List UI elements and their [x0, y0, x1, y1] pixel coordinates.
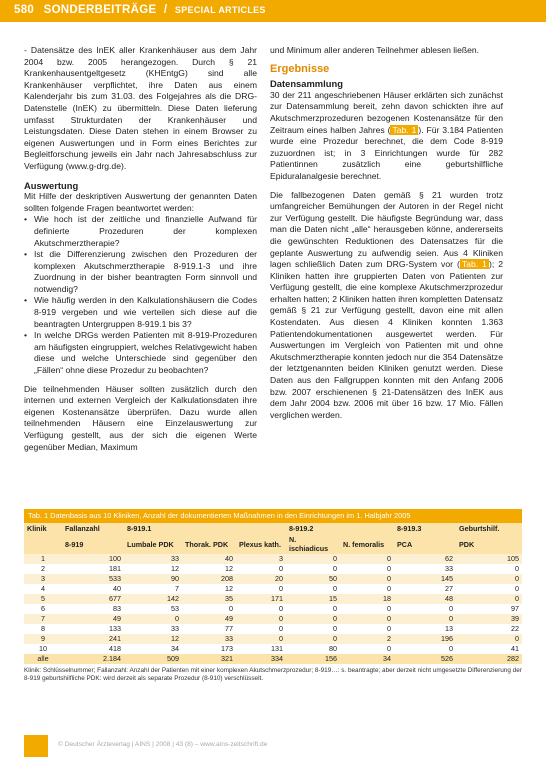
table-cell: 131: [236, 644, 286, 654]
text-span: Die fallbezogenen Daten gemäß § 21 wurden trotz umfangreicher Bemühungen der Autoren in der Regel nicht zur Verfügung gestellt. Die häufigste Begründung war, dass man die Daten nicht „alle“ herausgeben könne, andererseits die gewünschten Reduktionen des Datensatzes für die geplante Auswertung zu aufwendig seien. Aus 4 Kliniken lagen schließlich Daten zum DRG-System vor (: [270, 189, 503, 270]
table-cell: 418: [62, 644, 124, 654]
table-row: [24, 574, 522, 584]
table-cell: 80: [286, 644, 340, 654]
table-cell: 0: [236, 604, 286, 614]
table-cell: 0: [394, 614, 456, 624]
table-cell: 15: [286, 594, 340, 604]
table-cell: 0: [286, 624, 340, 634]
table-cell: 133: [62, 624, 124, 634]
right-column: [270, 45, 503, 428]
table-cell: 100: [62, 554, 124, 564]
column-header: 8-919.2: [286, 523, 340, 534]
table-cell: 0: [340, 574, 394, 584]
table-cell: 90: [124, 574, 182, 584]
column-header: [182, 523, 236, 534]
table-row: [24, 564, 522, 574]
table-cell: 83: [62, 604, 124, 614]
column-header: Klinik: [24, 523, 62, 534]
table-cell: 142: [124, 594, 182, 604]
table-cell: 27: [394, 584, 456, 594]
table-cell: 0: [286, 634, 340, 644]
table-cell: 77: [182, 624, 236, 634]
column-subheader: PCA: [394, 534, 456, 554]
table-cell: 8: [24, 624, 62, 634]
column-header: Geburtshilf.: [456, 523, 522, 534]
heading-datensammlung: Datensammlung: [270, 78, 343, 90]
table-cell: 0: [340, 624, 394, 634]
table-cell: 6: [24, 604, 62, 614]
table-cell: 173: [182, 644, 236, 654]
table-row: [24, 644, 522, 654]
heading-auswertung: Auswertung: [24, 179, 79, 191]
heading-ergebnisse: Ergebnisse: [270, 62, 330, 75]
table-cell: 0: [456, 584, 522, 594]
header-bar: [0, 0, 546, 22]
left-column: [24, 45, 257, 460]
section-title: SONDERBEITRÄGE: [43, 4, 157, 16]
question-item: • Wie hoch ist der zeitliche und finanzielle Aufwand für definierte Prozeduren der komplexen Akutschmerztherapie?: [24, 214, 257, 249]
table-cell: 2: [340, 634, 394, 644]
table-cell: 33: [394, 564, 456, 574]
table-subheader-row: [24, 534, 522, 554]
table-reference-link[interactable]: Tab. 1: [461, 259, 487, 270]
table-cell: 334: [236, 654, 286, 664]
table-row: [24, 604, 522, 614]
table-row: [24, 594, 522, 604]
table-cell: 321: [182, 654, 236, 664]
table-cell: 0: [286, 614, 340, 624]
table-cell: 0: [286, 604, 340, 614]
table-cell: 0: [124, 614, 182, 624]
text-span: 30 der 211 angeschriebenen Häuser erklärten sich zunächst zur Datensammlung bereit, zehn davon schickten ihre auf Akutschmerzprozeduren bezogenen Kostenansätze für den Zeitraum eines halben Jahres (: [270, 89, 503, 135]
column-subheader: PDK: [456, 534, 522, 554]
table-cell: 12: [182, 564, 236, 574]
table-cell: 48: [394, 594, 456, 604]
table-cell: 1: [24, 554, 62, 564]
table-cell: alle: [24, 654, 62, 664]
page-number: 580: [14, 4, 35, 16]
table-row: [24, 634, 522, 644]
table-cell: 533: [62, 574, 124, 584]
table-cell: 3: [236, 554, 286, 564]
table-cell: 40: [62, 584, 124, 594]
column-header: 8-919.3: [394, 523, 456, 534]
results-paragraph-2: [270, 190, 503, 422]
table-cell: 62: [394, 554, 456, 564]
table-cell: 0: [340, 614, 394, 624]
column-subheader: Thorak. PDK: [182, 534, 236, 554]
table-cell: 39: [456, 614, 522, 624]
title-separator: /: [163, 4, 168, 16]
column-header: 8-919.1: [124, 523, 182, 534]
table-cell: 2: [24, 564, 62, 574]
intro-paragraph: - Datensätze des InEK aller Krankenhäuser aus dem Jahr 2004 bzw. 2005 herangezogen. Durch § 21 Krankenhausentgeltgesetz (KHEntgG) sind alle Krankenhäuser verpflichtet, ihre Daten aus einem Kalenderjahr bis zum 31.03. des Folgejahres als die DRG-Datenstelle (InEK) zu übermitteln. Diese Daten lieferung umfasst Strukturdaten der Krankenhäuser und Leistungsdaten. Diese Daten stehen in einem Browser zu eigenen Auswertungen und in Form eines Berichtes zur Begleitforschung jeweils ein Jahr nach Jahresabschluss zur Verfügung (www.g-drg.de).: [24, 45, 257, 171]
table-cell: 0: [236, 624, 286, 634]
table-cell: 9: [24, 634, 62, 644]
table-cell: 41: [456, 644, 522, 654]
table-cell: 12: [124, 564, 182, 574]
column-header: Fallanzahl: [62, 523, 124, 534]
table-cell: 0: [286, 564, 340, 574]
table-cell: 145: [394, 574, 456, 584]
table-cell: 156: [286, 654, 340, 664]
table-cell: 97: [456, 604, 522, 614]
table-row: [24, 584, 522, 594]
results-paragraph-1: [270, 90, 503, 183]
table-cell: 3: [24, 574, 62, 584]
table-cell: 0: [236, 564, 286, 574]
table-cell: 0: [456, 574, 522, 584]
table-cell: 0: [340, 644, 394, 654]
table-cell: 0: [236, 584, 286, 594]
column-subheader: 8-919: [62, 534, 124, 554]
table-sum-row: [24, 654, 522, 664]
table-cell: 20: [236, 574, 286, 584]
column-header: [236, 523, 286, 534]
question-list: [24, 214, 257, 376]
section-subtitle: SPECIAL ARTICLES: [174, 5, 266, 15]
table-cell: 22: [456, 624, 522, 634]
table-cell: 0: [394, 644, 456, 654]
table-row: [24, 554, 522, 564]
table-cell: 7: [24, 614, 62, 624]
table-cell: 0: [286, 584, 340, 594]
table-cell: 34: [124, 644, 182, 654]
column-subheader: Plexus kath.: [236, 534, 286, 554]
table-cell: 0: [456, 634, 522, 644]
table-cell: 208: [182, 574, 236, 584]
table-cell: 0: [236, 634, 286, 644]
table-cell: 0: [340, 564, 394, 574]
table-cell: 181: [62, 564, 124, 574]
table-cell: 40: [182, 554, 236, 564]
table-header-row: [24, 523, 522, 534]
table-caption: Tab. 1 Datenbasis aus 10 Kliniken, Anzahl der dokumentierten Maßnahmen in den Einrichtungen im 1. Halbjahr 2005: [24, 509, 522, 523]
header-title-line: [14, 4, 266, 16]
question-item: • Wie häufig werden in den Kalkulationshäusern die Codes 8-919 vergeben und wie verteilen sich diese auf die beantragten Untergruppen 8-919.1 bis 3?: [24, 295, 257, 330]
table-cell: 50: [286, 574, 340, 584]
column-subheader: N. ischiadicus: [286, 534, 340, 554]
table-cell: 13: [394, 624, 456, 634]
table-cell: 12: [182, 584, 236, 594]
data-table: [24, 523, 522, 664]
table-cell: 12: [124, 634, 182, 644]
table-cell: 105: [456, 554, 522, 564]
table-cell: 241: [62, 634, 124, 644]
data-table-block: [24, 509, 522, 684]
table-cell: 4: [24, 584, 62, 594]
question-item: • In welche DRGs werden Patienten mit 8-919-Prozeduren am häufigsten eingruppiert, welches Relativgewicht haben diese und welche Unterschiede sind gegenüber den „Fällen“ ohne diese Prozedur zu beobachten?: [24, 330, 257, 376]
table-cell: 0: [456, 564, 522, 574]
table-cell: 49: [182, 614, 236, 624]
column-header: [340, 523, 394, 534]
table-row: [24, 614, 522, 624]
table-cell: 0: [340, 584, 394, 594]
table-cell: 0: [394, 604, 456, 614]
table-cell: 7: [124, 584, 182, 594]
question-item: • Ist die Differenzierung zwischen den Prozeduren der komplexen Akutschmerztherapie 8-919.1-3 und ihre Zuordnung in der bisher beantragten Form sinnvoll und notwendig?: [24, 249, 257, 295]
table-cell: 49: [62, 614, 124, 624]
table-cell: 0: [456, 594, 522, 604]
column-subheader: Lumbale PDK: [124, 534, 182, 554]
column-subheader: N. femoralis: [340, 534, 394, 554]
table-cell: 33: [182, 634, 236, 644]
table-cell: 526: [394, 654, 456, 664]
table-cell: 0: [340, 554, 394, 564]
table-cell: 53: [124, 604, 182, 614]
column-subheader: [24, 534, 62, 554]
table-cell: 0: [340, 604, 394, 614]
auswertung-intro: Mit Hilfe der deskriptiven Auswertung der genannten Daten sollten folgende Fragen beantwortet werden:: [24, 191, 257, 213]
table-cell: 171: [236, 594, 286, 604]
table-cell: 196: [394, 634, 456, 644]
table-cell: 509: [124, 654, 182, 664]
table-cell: 33: [124, 554, 182, 564]
table-reference-link[interactable]: Tab. 1: [392, 124, 417, 135]
table-cell: 18: [340, 594, 394, 604]
table-cell: 33: [124, 624, 182, 634]
table-footnote: Klinik: Schlüsselnummer; Fallanzahl: Anzahl der Patienten mit einer komplexen Akutschmerzprozedur; 8-919…: s. beantragte; aber derzeit nicht umgesetzte Differenzierung der 8-919 geburtshilfliche PDK: wird derzeit als separate Prozedur (8-910) verschlüsselt.: [24, 667, 522, 683]
table-row: [24, 624, 522, 634]
table-cell: 282: [456, 654, 522, 664]
table-cell: 0: [182, 604, 236, 614]
table-cell: 0: [236, 614, 286, 624]
continuation-paragraph: und Minimum aller anderen Teilnehmer ablesen ließen.: [270, 45, 480, 55]
table-body: [24, 554, 522, 664]
text-span: ); 2 Kliniken hatten ihre gruppierten Daten von Patienten zur Verfügung gestellt, die eine komplexe Akutschmerzprozedur erhalten hatten; 2 Kliniken hatten ihren kompletten Datensatz gemäß § 21 zur Verfügung gestellt, davon eine mit allen Kostendaten. Aus diesen 4 Kliniken konnten 1.363 Patientendokumentationen ausgewertet werden. Für Auswertungen im Vergleich von Patienten mit und ohne Akutschmerztherapie konnten jedoch nur die 354 Datensätze der letztgenannten beiden Kliniken genutzt werden. Diese Daten aus den Fallgruppen konnten mit den Anfang 2006 bzw. 2007 erschienenen § 21-Datensätzen des InEK aus dem Jahr 2004 bzw. 2006 mit über 16 bzw. 17 Mio. Fällen verglichen werden.: [270, 259, 504, 420]
table-cell: 35: [182, 594, 236, 604]
footer-copyright: © Deutscher Ärzteverlag | AINS | 2008 | 43 (8) – www.ains-zeitschrift.de: [58, 741, 268, 748]
table-cell: 34: [340, 654, 394, 664]
footer-accent-bar: [24, 735, 48, 757]
table-cell: 10: [24, 644, 62, 654]
text-span: ). Für 3.184 Patienten wurde eine Prozedur berechnet, die dem Code 8-919 zuzuordnen ist; in 3 Einrichtungen wurde für 282 Patientinnen zusätzlich eine geburtshilfliche Epiduralanalgesie berechnet.: [270, 124, 504, 181]
closing-paragraph: Die teilnehmenden Häuser sollten zusätzlich durch den internen und externen Vergleich der Kalkulationsdaten ihre eigenen Kostenansätze überprüfen. Dazu wurde allen teilnehmenden Häusern eine Einzelauswertung zur Verfügung gestellt, aus der sich die eigenen Werte gegenüber Median, Maximum: [24, 383, 257, 452]
table-cell: 2.184: [62, 654, 124, 664]
table-cell: 0: [286, 554, 340, 564]
table-cell: 5: [24, 594, 62, 604]
table-cell: 677: [62, 594, 124, 604]
